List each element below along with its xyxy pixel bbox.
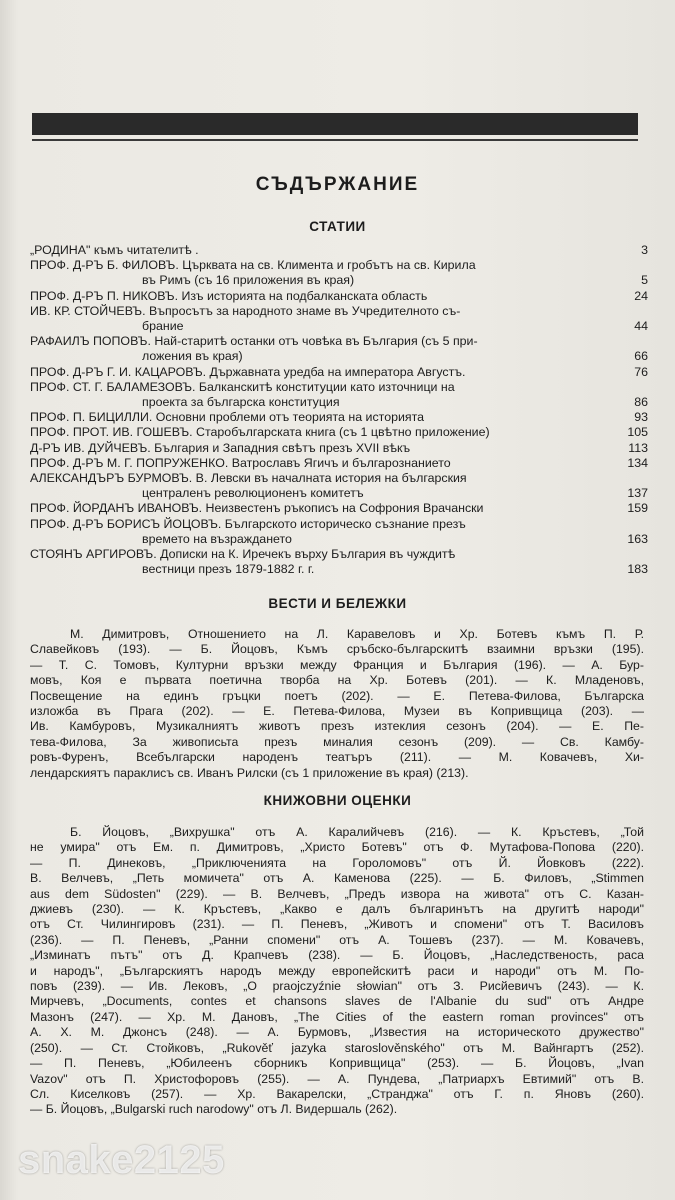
review-line: Сл. Киселковъ (257). — Хр. Вакарелски, „Странджа" отъ Г. п. Яновъ (260). xyxy=(30,1086,644,1101)
toc-entry xyxy=(30,517,648,547)
toc-entry xyxy=(30,547,648,577)
toc-entry-title: ПРОФ. Д-РЪ П. НИКОВЪ. Изъ историята на подбалканската область xyxy=(30,288,428,303)
toc-entry-title: ПРОФ. Д-РЪ М. Г. ПОПРУЖЕНКО. Ватрославъ Ягичъ и българознанието xyxy=(30,455,451,470)
news-line: Посвещение на единъ гръцки поетъ (202). — Е. Петева-Филова, Българска xyxy=(30,688,644,703)
header-rule xyxy=(32,113,638,135)
news-line: Славейковъ (193). — Б. Йоцовъ, Къмъ сръбско-българскитѣ взаимни връзки (195). xyxy=(30,642,644,657)
toc-entry xyxy=(30,334,648,364)
toc-entry-page: 105 xyxy=(627,425,648,440)
review-line: (250). — Ст. Стойковъ, „Rukověť jazyka staroslověnského" отъ М. Вайнгартъ (252). xyxy=(30,1040,644,1055)
toc-entry-page: 159 xyxy=(627,501,648,516)
news-line: — Т. С. Томовъ, Културни връзки между Франция и България (196). — А. Бур- xyxy=(30,657,644,672)
toc-entry xyxy=(30,380,648,410)
toc-entry-title-cont: проекта за българска конституция xyxy=(142,395,340,410)
toc-entry-title: СТОЯНЪ АРГИРОВЪ. Дописки на К. Иречекъ върху България въ чуждитѣ xyxy=(30,547,456,562)
news-paragraph xyxy=(30,627,644,781)
review-line: отъ Ст. Чилингировъ (231). — П. Пеневъ, „Животъ и спомени" отъ Т. Василовъ xyxy=(30,917,644,932)
toc-entry-page: 44 xyxy=(634,319,648,334)
toc-entry-title: ПРОФ. Д-РЪ Б. ФИЛОВЪ. Църквата на св. Климента и гробътъ на св. Кирила xyxy=(30,258,476,273)
section-title-news: ВЕСТИ И БЕЛЕЖКИ xyxy=(268,596,407,611)
toc-entry-title: АЛЕКСАНДЪРЪ БУРМОВЪ. В. Левски въ началната история на българския xyxy=(30,471,467,486)
toc-entry xyxy=(30,289,648,304)
toc-entry xyxy=(30,365,648,380)
toc-entry-title: ПРОФ. ПРОТ. ИВ. ГОШЕВЪ. Старобългарската книга (съ 1 цвѣтно приложение) xyxy=(30,425,490,440)
toc-entry-title: ПРОФ. Д-РЪ БОРИСЪ ЙОЦОВЪ. Българското историческо съзнание презъ xyxy=(30,516,466,531)
review-line: „Изминатъ пътъ" отъ Д. Крапчевъ (238). — Б. Йоцовъ, „Наследственость, раса xyxy=(30,948,644,963)
review-line: и народъ", „Българскиятъ народъ между европейскитѣ раси и народи" отъ М. По- xyxy=(30,963,644,978)
toc-entry xyxy=(30,441,648,456)
review-line: джиевъ (230). — К. Кръстевъ, „Какво е далъ българинътъ на другитѣ народи" xyxy=(30,902,644,917)
review-line: повъ (239). — Ив. Лековъ, „O praojczyźnie słowian" отъ З. Рисйевичъ (243). — К. xyxy=(30,979,644,994)
reviews-paragraph xyxy=(30,825,644,1118)
review-line: А. Х. М. Джонсъ (248). — А. Бурмовъ, „Известия на историческото дружество" xyxy=(30,1025,644,1040)
toc-entry-title-cont: брание xyxy=(142,319,184,334)
review-line: — П. Динековъ, „Приключенията на Гороломовъ" отъ Й. Йовковъ (222). xyxy=(30,855,644,870)
watermark: snake2125 xyxy=(18,1138,225,1182)
toc-entry-title-cont: ложения въ края) xyxy=(142,349,243,364)
review-line: Б. Йоцовъ, „Вихрушка" отъ А. Каралийчевъ (216). — К. Кръстевъ, „Той xyxy=(70,825,644,839)
review-line: — П. Пеневъ, „Юбилеенъ сборникъ Копривщица" (253). — Б. Йоцовъ, „Ivan xyxy=(30,1056,644,1071)
toc-entry-title-cont: времето на възраждането xyxy=(142,531,292,546)
review-line: aus dem Südosten" (229). — В. Велчевъ, „Предъ извора на живота" отъ С. Казан- xyxy=(30,886,644,901)
toc-entry-title-cont: централенъ революционенъ комитетъ xyxy=(142,486,364,501)
toc-entry-title: ПРОФ. ЙОРДАНЪ ИВАНОВЪ. Неизвестенъ ръкописъ на Софрония Врачански xyxy=(30,501,484,516)
toc-entry-page: 5 xyxy=(641,273,648,288)
page-title: СЪДЪРЖАНИЕ xyxy=(255,174,420,195)
toc-entry-title-cont: въ Римъ (съ 16 приложения въ края) xyxy=(142,273,355,288)
review-line: В. Велчевъ, „Петь момичета" отъ А. Каменова (225). — Б. Филовъ, „Stimmen xyxy=(30,871,644,886)
toc-entry-page: 66 xyxy=(634,349,648,364)
review-line: Vazov" отъ П. Христофоровъ (255). — А. Пундева, „Патриархъ Евтимий" отъ В. xyxy=(30,1071,644,1086)
toc-entry-page: 76 xyxy=(634,364,648,379)
news-line: М. Димитровъ, Отношението на Л. Каравеловъ и Хр. Ботевъ къмъ П. Р. xyxy=(70,627,644,641)
toc-entry-title: Д-РЪ ИВ. ДУЙЧЕВЪ. България и Западния свѣтъ презъ XVII вѣкъ xyxy=(30,440,411,455)
toc-entry-title: ИВ. КР. СТОЙЧЕВЪ. Въпросътъ за народното знаме въ Учредителното съ- xyxy=(30,303,461,318)
toc-entry xyxy=(30,425,648,440)
toc-entry xyxy=(30,471,648,501)
toc-entry-page: 93 xyxy=(634,410,648,425)
news-line: ровъ-Фуренъ, Всебългарски народенъ театъръ (211). — М. Ковачевъ, Хи- xyxy=(30,750,644,765)
section-title-articles: СТАТИИ xyxy=(309,219,366,234)
review-line: Мазонъ (247). — Хр. М. Дановъ, „The Cities of the eastern roman provinces" отъ xyxy=(30,1009,644,1024)
toc-entry-title: ПРОФ. Д-РЪ Г. И. КАЦАРОВЪ. Държавната уредба на императора Августъ. xyxy=(30,364,466,379)
toc-entry-page: 134 xyxy=(627,455,648,470)
toc-entry-title: ПРОФ. СТ. Г. БАЛАМЕЗОВЪ. Балканскитѣ конституции като източници на xyxy=(30,379,455,394)
review-line: (236). — П. Пеневъ, „Ранни спомени" отъ А. Тошевъ (237). — М. Ковачевъ, xyxy=(30,932,644,947)
toc-entry-title: РАФАИЛЪ ПОПОВЪ. Най-старитѣ останки отъ човѣка въ България (съ 5 при- xyxy=(30,334,478,349)
toc-entry-title: ПРОФ. П. БИЦИЛЛИ. Основни проблеми отъ теорията на историята xyxy=(30,410,425,425)
news-line: изложба въ Прага (202). — Е. Петева-Филова, Музеи въ Копривщица (203). — xyxy=(30,704,644,719)
toc-entry-page: 137 xyxy=(627,486,648,501)
review-line: — Б. Йоцовъ, „Bulgarski ruch narodowy" отъ Л. Видершаль (262). xyxy=(30,1102,398,1117)
toc-entry xyxy=(30,410,648,425)
toc-entry xyxy=(30,456,648,471)
toc-entry-page: 163 xyxy=(627,531,648,546)
news-line: тева-Филова, За живописьта презъ миналия сезонъ (209). — Св. Камбу- xyxy=(30,734,644,749)
toc-entry xyxy=(30,304,648,334)
articles-toc xyxy=(30,243,648,577)
review-line: Мирчевъ, „Documents, contes et chansons slaves de l'Albanie du sud" отъ Андре xyxy=(30,994,644,1009)
toc-entry-page: 3 xyxy=(641,243,648,257)
news-line: лендарскиятъ параклисъ св. Иванъ Рилски (съ 1 приложение въ края) (213). xyxy=(30,765,469,780)
toc-entry-page: 24 xyxy=(634,288,648,303)
toc-entry xyxy=(30,243,648,258)
news-line: Ив. Камбуровъ, Музикалниятъ животъ презъ изтеклия сезонъ (204). — Е. Пе- xyxy=(30,719,644,734)
toc-entry xyxy=(30,258,648,288)
toc-entry-title-cont: вестници презъ 1879-1882 г. г. xyxy=(142,562,315,577)
toc-entry xyxy=(30,501,648,516)
toc-entry-page: 183 xyxy=(627,562,648,577)
section-title-reviews: КНИЖОВНИ ОЦЕНКИ xyxy=(263,793,412,808)
toc-entry-title: „РОДИНА" къмъ читателитѣ . xyxy=(30,243,199,257)
news-line: мовъ, Коя е първата поетична творба на Хр. Ботевъ (201). — К. Младеновъ, xyxy=(30,673,644,688)
toc-entry-page: 86 xyxy=(634,395,648,410)
toc-entry-page: 113 xyxy=(628,440,648,455)
review-line: не умира" отъ Ем. п. Димитровъ, „Христо Ботевъ" отъ Ф. Мутафова-Попова (220). xyxy=(30,840,644,855)
